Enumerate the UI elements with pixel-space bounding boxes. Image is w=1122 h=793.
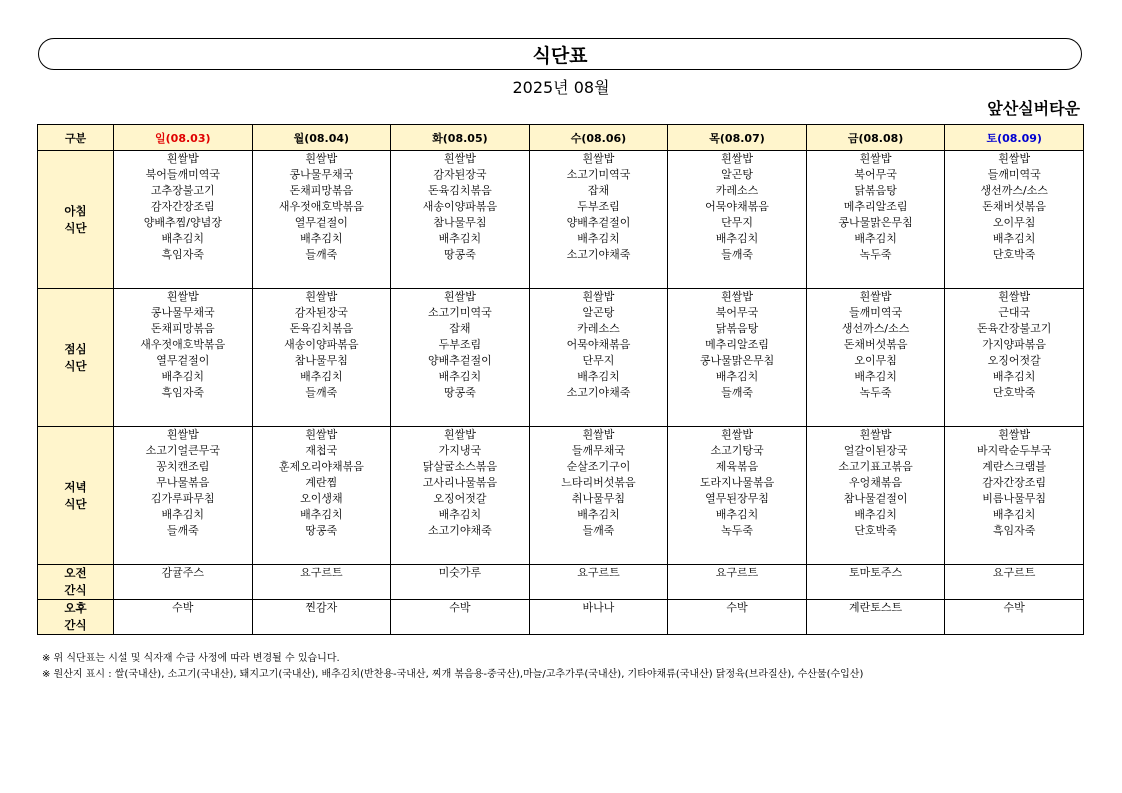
menu-item: 흰쌀밥 — [443, 152, 476, 165]
menu-item: 흑임자죽 — [992, 524, 1036, 537]
menu-item: 계란찜 — [305, 476, 338, 489]
menu-item: 흑임자죽 — [161, 248, 205, 261]
menu-item: 메추리알조림 — [843, 200, 908, 213]
menu-item: 흰쌀밥 — [721, 290, 753, 303]
meal-row-label — [38, 427, 114, 565]
menu-item: 양배추겉절이 — [428, 354, 492, 367]
menu-item: 배추김치 — [300, 370, 343, 383]
menu-item: 순살조기구이 — [566, 460, 631, 473]
menu-item: 닭볶음탕 — [854, 184, 897, 197]
menu-item: 새송이양파볶음 — [284, 338, 359, 351]
menu-item: 어묵야채볶음 — [566, 338, 631, 351]
menu-item: 고사리나물볶음 — [422, 476, 498, 489]
meal-row-label-line1: 점심 — [64, 341, 87, 356]
menu-item: 배추김치 — [161, 370, 205, 383]
snack-cell: 토마토주스 — [806, 565, 945, 600]
menu-item: 콩나물무채국 — [289, 168, 354, 181]
snack-cell: 감귤주스 — [114, 565, 253, 600]
menu-item: 배추김치 — [438, 508, 482, 521]
menu-item: 배추김치 — [577, 508, 620, 521]
menu-item: 단무지 — [582, 354, 615, 367]
header-day-monday: 월(08.04) — [252, 125, 391, 151]
meal-row-label-line1: 저녁 — [64, 479, 87, 494]
menu-item: 참나물겉절이 — [843, 492, 908, 505]
menu-item: 돈채피망볶음 — [150, 322, 215, 335]
meal-cell — [391, 427, 530, 565]
meal-cell — [806, 289, 945, 427]
menu-item: 단호박죽 — [992, 248, 1036, 261]
menu-item: 배추김치 — [854, 232, 897, 245]
meal-cell — [529, 151, 668, 289]
meal-row — [38, 289, 1084, 427]
meal-cell — [945, 151, 1084, 289]
menu-item: 북어무국 — [715, 306, 759, 319]
meal-cell — [529, 289, 668, 427]
menu-item: 흰쌀밥 — [582, 428, 615, 441]
menu-item: 카레소스 — [715, 184, 759, 197]
menu-item: 소고기야채죽 — [428, 524, 492, 537]
month-label: 2025년 08월 — [512, 78, 610, 97]
snack-cell: 바나나 — [529, 600, 668, 635]
menu-item: 배추김치 — [992, 232, 1036, 245]
menu-item: 흰쌀밥 — [166, 152, 199, 165]
menu-item: 두부조림 — [577, 200, 620, 213]
meal-cell — [391, 151, 530, 289]
snack-cell: 미숫가루 — [391, 565, 530, 600]
snack-cell: 수박 — [391, 600, 530, 635]
header-day-sunday: 일(08.03) — [114, 125, 253, 151]
meal-cell — [806, 427, 945, 565]
snack-cell: 요구르트 — [945, 565, 1084, 600]
meal-row-label — [38, 151, 114, 289]
header-category: 구분 — [38, 125, 114, 151]
menu-item: 소고기탕국 — [710, 444, 764, 457]
menu-item: 닭살굴소스볶음 — [422, 460, 498, 473]
menu-item: 땅콩죽 — [443, 386, 476, 399]
snack-cell: 요구르트 — [529, 565, 668, 600]
menu-item: 메추리알조림 — [705, 338, 769, 351]
menu-item: 배추김치 — [577, 232, 620, 245]
menu-item: 잡채 — [449, 322, 471, 335]
menu-item: 배추김치 — [577, 370, 620, 383]
meal-cell — [529, 427, 668, 565]
menu-item: 카레소스 — [577, 322, 620, 335]
menu-item: 열무된장무침 — [705, 492, 769, 505]
menu-item: 단호박죽 — [854, 524, 897, 537]
menu-item: 흰쌀밥 — [166, 290, 199, 303]
menu-item: 콩나물무채국 — [150, 306, 215, 319]
menu-item: 흰쌀밥 — [859, 290, 892, 303]
menu-item: 배추김치 — [992, 508, 1036, 521]
menu-item: 콩나물맑은무침 — [699, 354, 775, 367]
menu-item: 얼갈이된장국 — [843, 444, 908, 457]
menu-item: 배추김치 — [715, 370, 759, 383]
menu-item: 양배추겉절이 — [566, 216, 631, 229]
menu-item: 콩나물맑은무침 — [838, 216, 913, 229]
meal-cell — [806, 151, 945, 289]
note-origin: ※ 원산지 표시 : 쌀(국내산), 소고기(국내산), 돼지고기(국내산), 배추김치(반찬용-국내산, 찌개 볶음용-중국산),마늘/고추가루(국내산), 기타야채류(국내산) 닭정육(브라질산), 수산물(수입산) — [42, 669, 864, 680]
page-title: 식단표 — [38, 38, 1082, 70]
menu-item: 배추김치 — [854, 508, 897, 521]
snack-row-label — [38, 600, 114, 635]
header-day-thursday: 목(08.07) — [668, 125, 807, 151]
header-day-friday: 금(08.08) — [806, 125, 945, 151]
menu-item: 들깨죽 — [305, 386, 338, 399]
snack-cell: 찐감자 — [252, 600, 391, 635]
facility-name: 앞산실버타운 — [987, 99, 1080, 118]
menu-item: 제육볶음 — [715, 460, 759, 473]
snack-row-label-line2: 간식 — [64, 618, 87, 632]
snack-cell: 요구르트 — [668, 565, 807, 600]
menu-item: 흰쌀밥 — [859, 428, 892, 441]
menu-item: 참나물무침 — [294, 354, 348, 367]
menu-item: 도라지나물볶음 — [699, 476, 775, 489]
menu-item: 새우젓애호박볶음 — [140, 338, 226, 351]
menu-item: 김가루파무침 — [150, 492, 215, 505]
menu-item: 들깨죽 — [305, 248, 338, 261]
menu-item: 소고기미역국 — [428, 306, 492, 319]
menu-item: 흰쌀밥 — [582, 152, 615, 165]
menu-item: 새송이양파볶음 — [422, 200, 498, 213]
snack-row-label — [38, 565, 114, 600]
meal-cell — [252, 151, 391, 289]
menu-item: 두부조림 — [438, 338, 482, 351]
menu-item: 바지락순두부국 — [976, 444, 1052, 457]
meal-cell — [114, 151, 253, 289]
menu-item: 돈채버섯볶음 — [843, 338, 908, 351]
meal-cell — [391, 289, 530, 427]
snack-row-label-line2: 간식 — [64, 583, 87, 597]
menu-item: 돈채버섯볶음 — [982, 200, 1047, 213]
menu-item: 오이무침 — [992, 216, 1036, 229]
menu-item: 배추김치 — [715, 508, 759, 521]
note-change: ※ 위 식단표는 시설 및 식자재 수급 사정에 따라 변경될 수 있습니다. — [42, 653, 340, 664]
header-day-tuesday: 화(08.05) — [391, 125, 530, 151]
menu-item: 들깨미역국 — [849, 306, 903, 319]
menu-item: 배추김치 — [300, 508, 343, 521]
meal-row-label — [38, 289, 114, 427]
menu-item: 우엉채볶음 — [849, 476, 903, 489]
menu-item: 흰쌀밥 — [443, 428, 476, 441]
snack-cell: 요구르트 — [252, 565, 391, 600]
meal-cell — [668, 151, 807, 289]
meal-cell — [668, 427, 807, 565]
menu-item: 배추김치 — [300, 232, 343, 245]
menu-item: 흰쌀밥 — [166, 428, 199, 441]
menu-body — [38, 151, 1084, 635]
snack-cell: 수박 — [114, 600, 253, 635]
menu-item: 흰쌀밥 — [443, 290, 476, 303]
menu-table — [37, 124, 1084, 635]
menu-item: 어묵야채볶음 — [705, 200, 769, 213]
menu-item: 가지양파볶음 — [982, 338, 1047, 351]
snack-row-label-line1: 오전 — [64, 566, 87, 580]
menu-item: 들깨죽 — [721, 248, 753, 261]
menu-item: 들깨미역국 — [987, 168, 1041, 181]
menu-item: 참나물무침 — [433, 216, 487, 229]
header-day-saturday: 토(08.09) — [945, 125, 1084, 151]
menu-item: 흰쌀밥 — [305, 428, 338, 441]
snack-cell: 수박 — [668, 600, 807, 635]
menu-item: 양배추찜/양념장 — [143, 216, 222, 229]
menu-item: 배추김치 — [161, 232, 205, 245]
menu-item: 감자간장조림 — [150, 200, 215, 213]
menu-item: 흰쌀밥 — [859, 152, 892, 165]
menu-item: 흰쌀밥 — [305, 290, 338, 303]
menu-item: 배추김치 — [438, 370, 482, 383]
menu-item: 흰쌀밥 — [721, 428, 753, 441]
menu-item: 잡채 — [587, 184, 610, 197]
menu-item: 근대국 — [998, 306, 1031, 319]
menu-item: 들깨무채국 — [571, 444, 626, 457]
meal-cell — [945, 427, 1084, 565]
meal-cell — [114, 427, 253, 565]
meal-row — [38, 151, 1084, 289]
header-row — [38, 125, 1084, 151]
menu-item: 오징어젓갈 — [433, 492, 487, 505]
menu-item: 땅콩죽 — [305, 524, 338, 537]
menu-item: 훈제오리야채볶음 — [278, 460, 364, 473]
menu-item: 감자된장국 — [433, 168, 487, 181]
menu-item: 소고기미역국 — [566, 168, 631, 181]
menu-item: 소고기얼큰무국 — [145, 444, 220, 457]
menu-item: 들깨죽 — [582, 524, 615, 537]
menu-item: 비름나물무침 — [982, 492, 1047, 505]
menu-item: 오이생채 — [300, 492, 343, 505]
snack-row-label-line1: 오후 — [64, 601, 87, 615]
menu-item: 배추김치 — [438, 232, 482, 245]
menu-item: 돈채피망볶음 — [289, 184, 354, 197]
menu-item: 닭볶음탕 — [715, 322, 759, 335]
menu-item: 느타리버섯볶음 — [561, 476, 636, 489]
menu-item: 계란스크램블 — [982, 460, 1047, 473]
menu-item: 오이무침 — [854, 354, 897, 367]
meal-cell — [945, 289, 1084, 427]
meal-row — [38, 427, 1084, 565]
menu-item: 소고기표고볶음 — [838, 460, 913, 473]
menu-item: 들깨죽 — [721, 386, 753, 399]
menu-item: 새우젓애호박볶음 — [278, 200, 364, 213]
meal-row-label-line2: 식단 — [64, 496, 87, 511]
menu-item: 땅콩죽 — [443, 248, 476, 261]
menu-item: 돈육김치볶음 — [428, 184, 492, 197]
menu-item: 배추김치 — [854, 370, 897, 383]
menu-item: 배추김치 — [715, 232, 759, 245]
menu-item: 흰쌀밥 — [582, 290, 615, 303]
meal-row-label-line2: 식단 — [64, 358, 87, 373]
snack-cell: 수박 — [945, 600, 1084, 635]
menu-item: 흑임자죽 — [161, 386, 205, 399]
menu-item: 돈육김치볶음 — [289, 322, 354, 335]
menu-item: 열무겉절이 — [156, 354, 210, 367]
meal-row-label-line1: 아침 — [64, 203, 87, 218]
menu-item: 배추김치 — [161, 508, 205, 521]
menu-item: 북어무국 — [854, 168, 897, 181]
menu-item: 소고기야채죽 — [566, 386, 631, 399]
menu-item: 단무지 — [721, 216, 753, 229]
menu-item: 감자된장국 — [294, 306, 348, 319]
menu-item: 가지냉국 — [438, 444, 482, 457]
snack-row — [38, 600, 1084, 635]
meal-cell — [252, 289, 391, 427]
menu-item: 취나물무침 — [571, 492, 626, 505]
menu-item: 배추김치 — [992, 370, 1036, 383]
meal-cell — [114, 289, 253, 427]
menu-item: 꽁치캔조림 — [156, 460, 210, 473]
header-day-wednesday: 수(08.06) — [529, 125, 668, 151]
menu-item: 소고기야채죽 — [566, 248, 631, 261]
meal-cell — [252, 427, 391, 565]
menu-item: 알곤탕 — [721, 168, 753, 181]
menu-item: 북어들깨미역국 — [145, 168, 220, 181]
notes — [42, 651, 863, 683]
menu-item: 돈육간장불고기 — [976, 322, 1052, 335]
menu-item: 무나물볶음 — [156, 476, 210, 489]
menu-item: 열무겉절이 — [294, 216, 348, 229]
menu-item: 알곤탕 — [582, 306, 615, 319]
snack-row — [38, 565, 1084, 600]
menu-item: 흰쌀밥 — [998, 152, 1031, 165]
snack-cell: 계란토스트 — [806, 600, 945, 635]
menu-item: 감자간장조림 — [982, 476, 1047, 489]
menu-item: 흰쌀밥 — [721, 152, 753, 165]
meal-row-label-line2: 식단 — [64, 220, 87, 235]
menu-item: 오징어젓갈 — [987, 354, 1041, 367]
menu-item: 재첩국 — [305, 444, 338, 457]
menu-item: 고추장불고기 — [150, 184, 215, 197]
menu-item: 단호박죽 — [992, 386, 1036, 399]
menu-item: 흰쌀밥 — [998, 290, 1031, 303]
menu-item: 녹두죽 — [859, 248, 892, 261]
menu-item: 녹두죽 — [859, 386, 892, 399]
menu-item: 흰쌀밥 — [305, 152, 338, 165]
menu-item: 녹두죽 — [721, 524, 753, 537]
menu-item: 들깨죽 — [166, 524, 199, 537]
meal-cell — [668, 289, 807, 427]
menu-item: 생선까스/소스 — [980, 184, 1048, 197]
menu-item: 생선까스/소스 — [841, 322, 910, 335]
menu-item: 흰쌀밥 — [998, 428, 1031, 441]
